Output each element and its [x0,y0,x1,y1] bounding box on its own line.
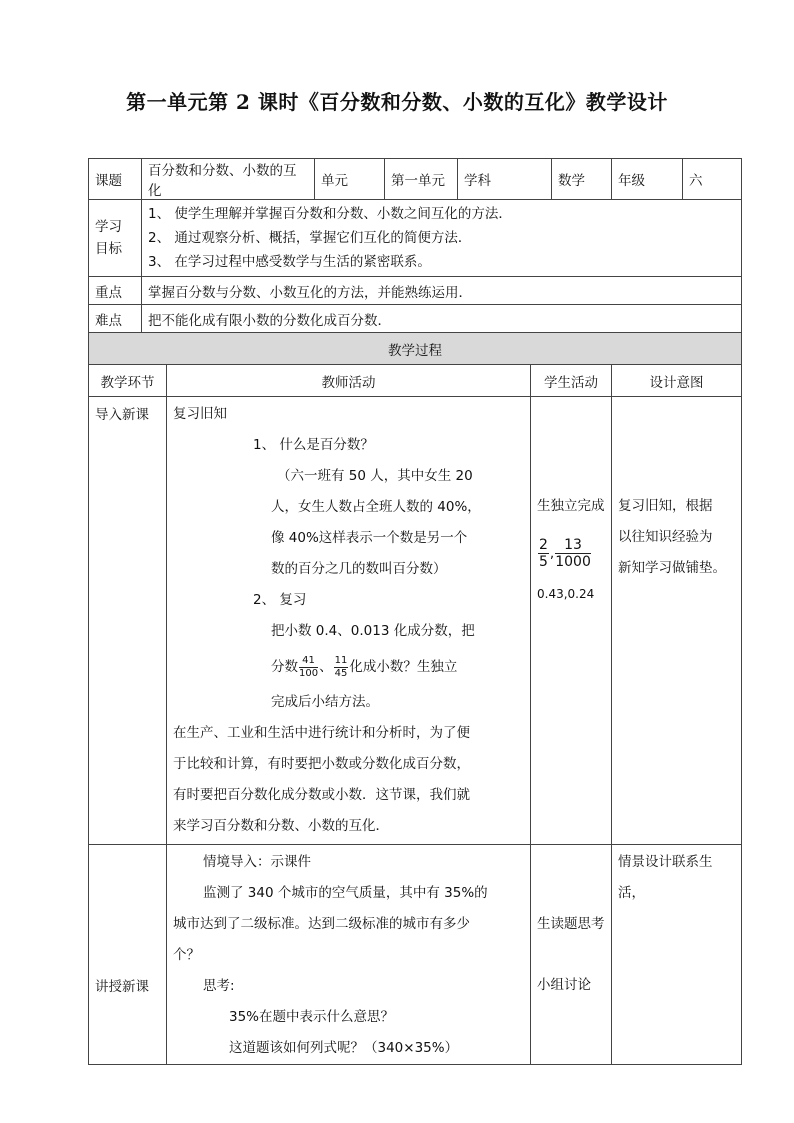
design-intent-teach: 情景设计联系生 活， [612,845,742,1065]
subject-label: 课题 [89,159,142,200]
goals-label: 学习 目标 [89,200,142,277]
difficulty-row [89,305,742,333]
grade-label: 年级 [612,159,683,200]
fraction: $\frac{2}{5}$ [539,537,548,570]
stage-teach: 讲授新课 [89,845,167,1065]
document-title: 第一单元第 2 课时《百分数和分数、小数的互化》教学设计 [126,90,668,114]
student-activity-teach: 生读题思考 小组讨论 [531,845,612,1065]
goal-item: 3、 在学习过程中感受数学与生活的紧密联系。 [148,254,431,270]
lesson-plan-table [88,158,742,1065]
process-header: 教学过程 [89,333,742,365]
key-point-text: 掌握百分数与分数、小数互化的方法，并能熟练运用． [142,277,742,305]
difficulty-text: 把不能化成有限小数的分数化成百分数． [142,305,742,333]
teacher-activity-intro: 复习旧知 1、 什么是百分数？ （六一班有 50 人，其中女生 20 人，女生人数占全班人数的 40%， 像 40%这样表示一个数是另一个 数的百分之几的数叫百分数） 2、 复习 把小数 0.4、0.013 化成分数，把 分数 $\frac{41}{100}$ 、 $\frac{11}{45}$ 化成小数？生独立 完成后小结方法。 在生产、工业和生活中进行统计和分析时，为了便 于比较和计算，有时要把小数或分数化成百分数， 有时要把百分数化成分数或小数．这节课，我们就 来学习百分数和分数、小数的互化． [167,397,531,845]
discipline-label: 学科 [458,159,552,200]
teacher-activity-teach: 情境导入：示课件 监测了 340 个城市的空气质量，其中有 35%的 城市达到了二级标准。达到二级标准的城市有多少 个？ 思考: 35%在题中表示什么意思？ 这道题该如何列式呢？（340×35%） [167,845,531,1065]
col-intent: 设计意图 [612,365,742,397]
goal-item: 2、 通过观察分析、概括，掌握它们互化的简便方法． [148,230,472,246]
design-intent-intro: 复习旧知，根据 以往知识经验为 新知学习做铺垫。 [612,397,742,845]
col-stage: 教学环节 [89,365,167,397]
discipline-value: 数学 [552,159,612,200]
goals-row [89,200,742,277]
goals-list [142,200,742,277]
stage-intro: 导入新课 [89,397,167,845]
column-header-row [89,365,742,397]
student-activity-intro: 生独立完成 $\frac{2}{5}$ , $\frac{13}{1000}$ 0.43,0.24 [531,397,612,845]
fraction: $\frac{11}{45}$ [334,654,348,679]
fraction: $\frac{13}{1000}$ [555,537,591,570]
key-point-label: 重点 [89,277,142,305]
col-student: 学生活动 [531,365,612,397]
grade-value: 六 [683,159,742,200]
difficulty-label: 难点 [89,305,142,333]
fraction: $\frac{41}{100}$ [299,654,319,679]
unit-label: 单元 [315,159,385,200]
process-header-row [89,333,742,365]
col-teacher: 教师活动 [167,365,531,397]
header-row [89,159,742,200]
key-point-row [89,277,742,305]
goal-item: 1、 使学生理解并掌握百分数和分数、小数之间互化的方法． [148,206,512,222]
unit-value: 第一单元 [385,159,458,200]
subject-value: 百分数和分数、小数的互化 [142,159,315,200]
section-teach-row [89,845,742,1065]
section-intro-row [89,397,742,845]
